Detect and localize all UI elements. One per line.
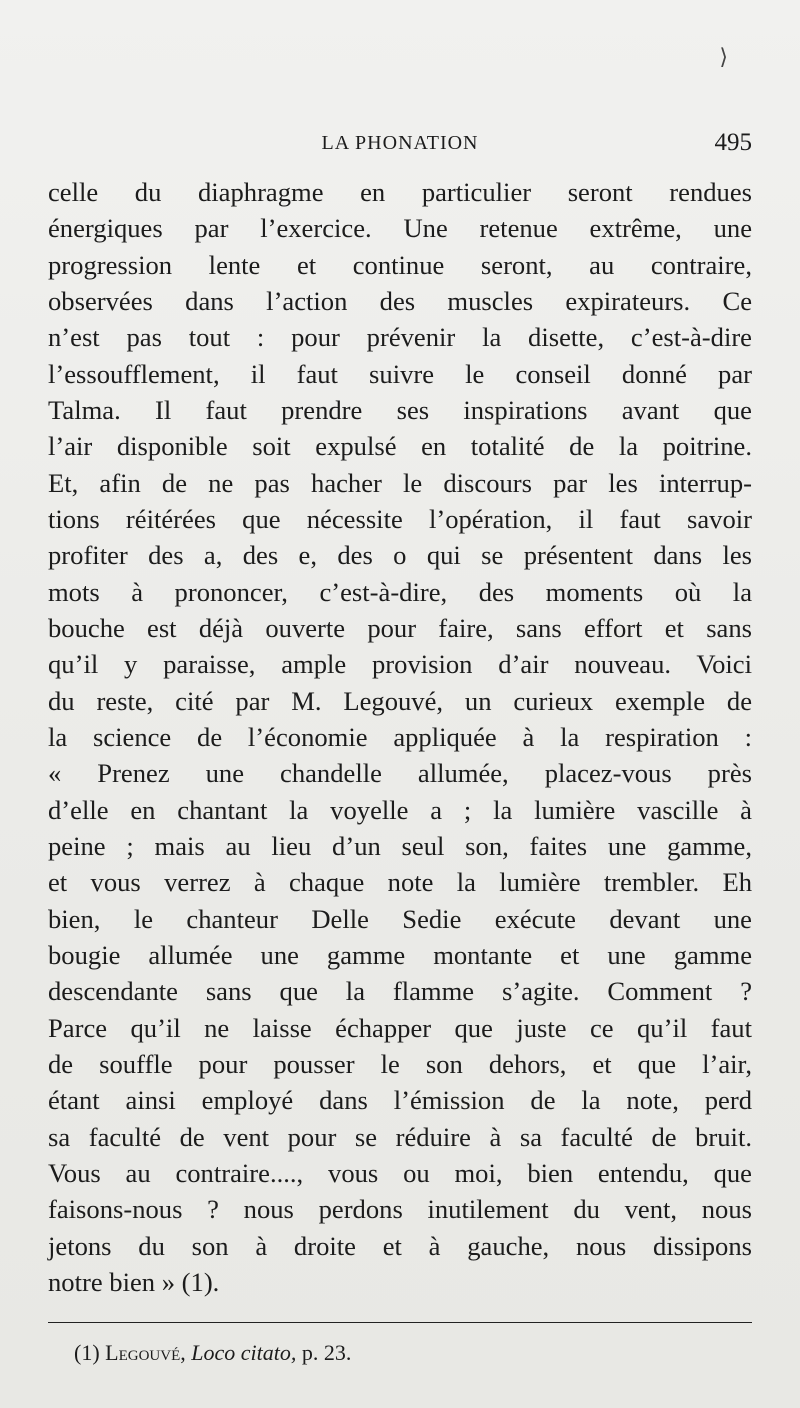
text-line: tions réitérées que nécessite l’opération, il faut savoir — [48, 503, 752, 534]
text-line: bouche est déjà ouverte pour faire, sans effort et sans — [48, 612, 752, 643]
text-line: observées dans l’action des muscles expirateurs. Ce — [48, 285, 752, 316]
text-line: peine ; mais au lieu d’un seul son, faites une gamme, — [48, 830, 752, 861]
running-title: LA PHONATION — [321, 132, 479, 154]
text-line: et vous verrez à chaque note la lumière trembler. Eh — [48, 867, 752, 898]
footnote-work: Loco citato, — [191, 1340, 297, 1365]
footnote-author: Legouvé, — [105, 1340, 186, 1365]
text-line: de souffle pour pousser le son dehors, et que l’air, — [48, 1048, 752, 1079]
text-line: faisons-nous ? nous perdons inutilement du vent, nous — [48, 1194, 752, 1225]
text-line: qu’il y paraisse, ample provision d’air nouveau. Voici — [48, 649, 752, 680]
footnote — [74, 1340, 351, 1366]
text-line: l’air disponible soit expulsé en totalité de la poitrine. — [48, 431, 752, 462]
text-line: jetons du son à droite et à gauche, nous dissipons — [48, 1230, 752, 1261]
text-line: énergiques par l’exercice. Une retenue extrême, une — [48, 213, 752, 244]
body-text — [48, 174, 752, 1300]
text-line: « Prenez une chandelle allumée, placez-vous près — [48, 758, 752, 789]
corner-mark: ⟩ — [719, 44, 728, 69]
text-line: étant ainsi employé dans l’émission de la note, perd — [48, 1085, 752, 1116]
text-line: profiter des a, des e, des o qui se présentent dans les — [48, 540, 752, 571]
text-line: mots à prononcer, c’est-à-dire, des moments où la — [48, 576, 752, 607]
footnote-marker: (1) — [74, 1340, 100, 1365]
text-line: l’essoufflement, il faut suivre le conseil donné par — [48, 358, 752, 389]
text-line: la science de l’économie appliquée à la respiration : — [48, 721, 752, 752]
text-line: d’elle en chantant la voyelle a ; la lumière vascille à — [48, 794, 752, 825]
text-line: Vous au contraire...., vous ou moi, bien entendu, que — [48, 1157, 752, 1188]
text-line: sa faculté de vent pour se réduire à sa faculté de bruit. — [48, 1121, 752, 1152]
text-line: du reste, cité par M. Legouvé, un curieux exemple de — [48, 685, 752, 716]
page-header — [48, 129, 752, 162]
text-line: progression lente et continue seront, au contraire, — [48, 249, 752, 280]
text-line: descendante sans que la flamme s’agite. Comment ? — [48, 976, 752, 1007]
text-line: notre bien » (1). — [48, 1266, 220, 1297]
text-line: bougie allumée une gamme montante et une gamme — [48, 939, 752, 970]
text-line: Talma. Il faut prendre ses inspirations avant que — [48, 394, 752, 425]
text-line: bien, le chanteur Delle Sedie exécute devant une — [48, 903, 752, 934]
footnote-rule — [48, 1322, 752, 1323]
text-line: n’est pas tout : pour prévenir la disette, c’est-à-dire — [48, 322, 752, 353]
text-line: Et, afin de ne pas hacher le discours par les interrup- — [48, 467, 752, 498]
footnote-page: p. 23. — [301, 1340, 352, 1365]
page-number: 495 — [714, 129, 752, 156]
text-line: celle du diaphragme en particulier seront rendues — [48, 177, 752, 207]
text-line: Parce qu’il ne laisse échapper que juste ce qu’il faut — [48, 1012, 752, 1043]
